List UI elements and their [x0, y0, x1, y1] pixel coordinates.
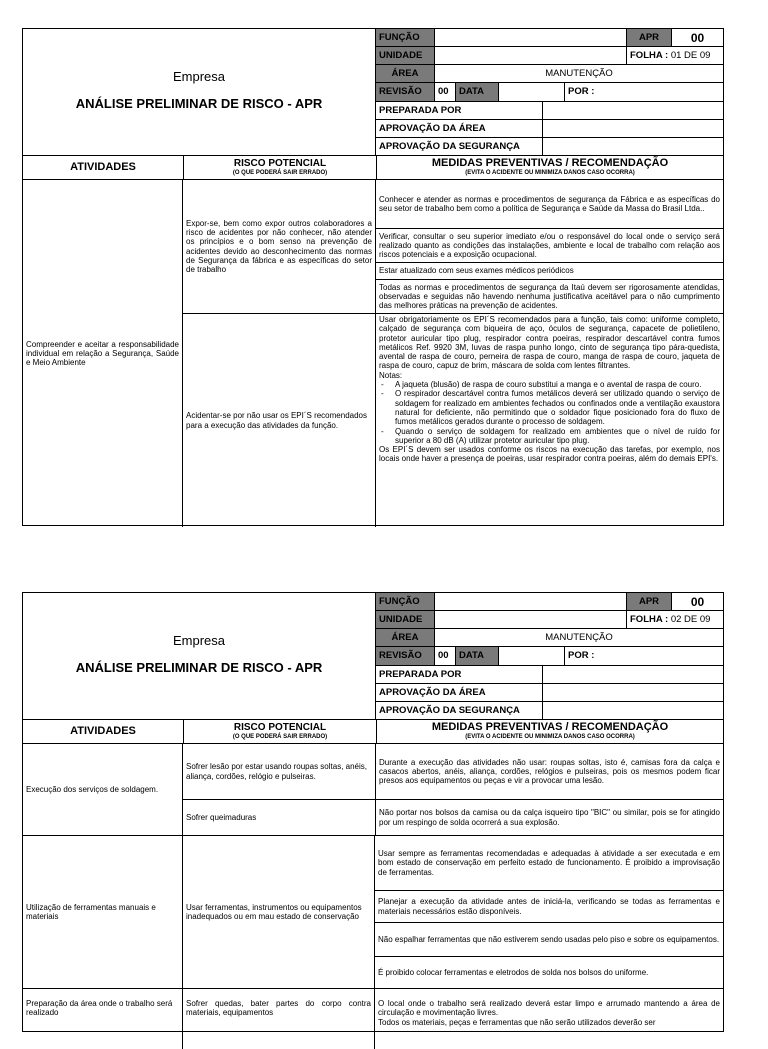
column-headers [23, 156, 723, 180]
unidade-value [435, 47, 627, 64]
aprovacao-area-value [543, 684, 723, 701]
apr-page-2 [22, 592, 724, 1032]
folha-label: FOLHA : [630, 614, 669, 626]
aprovacao-area-label: APROVAÇÃO DA ÁREA [376, 684, 543, 701]
medidas-subheader: (EVITA O ACIDENTE OU MINIMIZA DANOS CASO OCORRA) [465, 170, 635, 176]
document-title: ANÁLISE PRELIMINAR DE RISCO - APR [75, 96, 323, 111]
risco-header: RISCO POTENCIAL [233, 158, 327, 169]
folha-field [627, 47, 723, 64]
apr-number: 00 [690, 30, 705, 45]
preparada-value [543, 666, 723, 683]
medidas-subheader: (EVITA O ACIDENTE OU MINIMIZA DANOS CASO OCORRA) [465, 734, 635, 740]
activity-cell: Execução dos serviços de soldagem. [26, 784, 159, 794]
data-value [499, 647, 565, 664]
revisao-label: REVISÃO [376, 647, 435, 664]
header-block [23, 593, 723, 720]
por-label: POR : [568, 86, 595, 98]
header-fields [376, 593, 723, 719]
apr-label: APR [627, 29, 672, 46]
data-label: DATA [456, 83, 499, 100]
header-left [23, 29, 376, 155]
funcao-label: FUNÇÃO [376, 29, 435, 46]
activity-cell: Compreender e aceitar a responsabilidade individual em relação a Segurança, Saúde e Meio Ambiente [26, 339, 179, 368]
risco-subheader: (O QUE PODERÁ SAIR ERRADO) [232, 170, 328, 176]
measure-cell: Estar atualizado com seus exames médicos periódicos [379, 266, 574, 276]
measure-cell: Durante a execução das atividades não usar: roupas soltas, isto é, camisas fora da calça e casacos abertos, anéis, aliança, cordões, relógios e pulseiras, pois os mesmos podem ficar presos aos equipamentos ou peças e vir a provocar uma lesão. [379, 757, 720, 786]
folha-value: 01 DE 09 [670, 50, 711, 62]
apr-label: APR [627, 593, 672, 610]
apr-page-1 [22, 28, 724, 526]
measure-line: Todos os materiais, peças e ferramentas que não serão utilizados deverão ser [378, 1017, 656, 1027]
note-item: - A jaqueta (blusão) de raspa de couro substitui a manga e o avental de raspa de couro. [395, 380, 720, 389]
risk-cell: Expor-se, bem como expor outros colaboradores a risco de acidentes por não conhecer, não atender os princípios e o bom senso na prevenção de acidentes devido ao desconhecimento das normas de Segurança da fábrica e as específicas do setor de trabalho [186, 218, 372, 275]
measure-cell [378, 999, 720, 1027]
revisao-value: 00 [435, 647, 456, 664]
measure-cell: É proibido colocar ferramentas e eletrodos de solda nos bolsos do uniforme. [378, 967, 649, 977]
table-row [23, 989, 723, 1049]
note-item: - Quando o serviço de soldagem for realizado em ambientes que o nível de ruído for superior a 80 dB (A) utilizar protetor auricular tipo plug. [395, 427, 720, 446]
note-item: - O respirador descartável contra fumos metálicos deverá ser utilizado quando o serviço de soldagem for realizado em ambientes fechados ou confinados onde a ventilação exaustora natural for deficiente, não permitindo que o soldador fique posicionado fora do fluxo de fumos metálicos gerados durante o processo de soldagem. [395, 389, 720, 426]
preparada-label: PREPARADA POR [376, 102, 543, 119]
measure-cell: Não portar nos bolsos da camisa ou da calça isqueiro tipo "BIC" ou similar, pois se for atingido por um respingo de solda ocorrerá a sua explosão. [379, 808, 720, 827]
epi-measure-cell [379, 315, 720, 464]
unidade-label: UNIDADE [376, 47, 435, 64]
funcao-label: FUNÇÃO [376, 593, 435, 610]
area-value: MANUTENÇÃO [545, 632, 613, 644]
epi-usage-text: Os EPI´S devem ser usados conforme os riscos na execução das tarefas, por exemplo, nos locais onde haver a presença de poeiras, usar respirador contra poeiras, além do demais EPI's. [379, 445, 720, 464]
measure-line: O local onde o trabalho será realizado deverá estar limpo e arrumado mantendo a área de circulação e movimentação livres. [378, 999, 720, 1018]
risco-subheader: (O QUE PODERÁ SAIR ERRADO) [232, 734, 328, 740]
revisao-value: 00 [435, 83, 456, 100]
risk-cell: Sofrer quedas, bater partes do corpo contra materiais, equipamentos [186, 999, 371, 1018]
column-headers [23, 720, 723, 744]
atividades-header: ATIVIDADES [70, 725, 136, 737]
unidade-label: UNIDADE [376, 611, 435, 628]
unidade-value [435, 611, 627, 628]
area-label: ÁREA [376, 629, 435, 646]
folha-label: FOLHA : [630, 50, 669, 62]
preparada-value [543, 102, 723, 119]
funcao-value [435, 29, 627, 46]
risk-cell: Acidentar-se por não usar os EPI´S recomendados para a execução das atividades da função. [186, 411, 367, 430]
header-block [23, 29, 723, 156]
measure-cell: Conhecer e atender as normas e procedimentos de segurança da Fábrica e as específicas do seu setor de trabalho bem como a política de Segurança e Saúde da Massa do Brasil Ltda.. [379, 194, 720, 213]
folha-value: 02 DE 09 [670, 614, 711, 626]
aprovacao-area-value [543, 120, 723, 137]
aprovacao-seg-label: APROVAÇÃO DA SEGURANÇA [376, 138, 543, 155]
preparada-label: PREPARADA POR [376, 666, 543, 683]
activity-cell: Utilização de ferramentas manuais e materiais [26, 902, 156, 921]
atividades-header: ATIVIDADES [70, 161, 136, 173]
header-left [23, 593, 376, 719]
aprovacao-area-label: APROVAÇÃO DA ÁREA [376, 120, 543, 137]
data-label: DATA [456, 647, 499, 664]
aprovacao-seg-value [543, 138, 723, 155]
measure-cell: Verificar, consultar o seu superior imediato e/ou o responsável do local onde o serviço será realizado quanto as condições das instalações, ambiente e local de trabalho com relação aos riscos potenciais e a exposição ocupacional. [379, 231, 720, 260]
notes-list [379, 380, 720, 445]
risk-cell: Sofrer lesão por estar usando roupas soltas, anéis, aliança, cordões, relógio e pulseiras. [186, 762, 367, 781]
medidas-header: MEDIDAS PREVENTIVAS / RECOMENDAÇÃO [431, 157, 669, 169]
risk-cell: Sofrer queimaduras [186, 812, 257, 822]
measure-cell: Não espalhar ferramentas que não estiverem sendo usadas pelo piso e sobre os equipamentos. [378, 934, 720, 944]
measure-cell: Usar sempre as ferramentas recomendadas e adequadas à atividade a ser executada e em bom estado de conservação em perfeito estado de funcionamento. É proibido a improvisação de ferramentas. [378, 849, 720, 877]
epi-list-text: Usar obrigatoriamente os EPI´S recomendados para a função, tais como: uniforme completo, calçado de segurança com biqueira de aço, óculos de segurança, capacete de polietileno, protetor auricular tipo plug, respirador contra poeiras, respirador descartável contra fumos metálicos Ref. 9920 3M, luvas de raspa punho longo, cinto de segurança tipo pára-quedista, avental de raspa de couro, perneira de raspa de couro, manga de raspa de couro, jaqueta de raspa de couro, capuz de brim, máscara de solda com lentes filtrantes. [379, 315, 720, 371]
medidas-header: MEDIDAS PREVENTIVAS / RECOMENDAÇÃO [431, 721, 669, 733]
measure-cell: Todas as normas e procedimentos de segurança da Itaú devem ser rigorosamente atendidas, observadas e seguidas não havendo nenhuma justificativa aceitável para o não cumprimento das melhores práticas na prevenção de acidentes. [379, 282, 720, 311]
funcao-value [435, 593, 627, 610]
table-row [23, 836, 723, 989]
company-name: Empresa [172, 633, 226, 648]
data-value [499, 83, 565, 100]
notes-label: Notas: [379, 370, 403, 380]
table-body [23, 180, 723, 527]
aprovacao-seg-value [543, 702, 723, 719]
measure-cell: Planejar a execução da atividade antes de iniciá-la, verificando se todas as ferramentas e materiais necessários estão disponíveis. [378, 897, 720, 916]
document-title: ANÁLISE PRELIMINAR DE RISCO - APR [75, 660, 323, 675]
area-value: MANUTENÇÃO [545, 68, 613, 80]
risk-cell: Usar ferramentas, instrumentos ou equipamentos inadequados ou em mau estado de conservação [186, 902, 362, 921]
por-label: POR : [568, 650, 595, 662]
apr-number: 00 [690, 594, 705, 609]
revisao-label: REVISÃO [376, 83, 435, 100]
company-name: Empresa [172, 69, 226, 84]
folha-field [627, 611, 723, 628]
header-fields [376, 29, 723, 155]
activity-cell: Preparação da área onde o trabalho será realizado [26, 999, 173, 1018]
area-label: ÁREA [376, 65, 435, 82]
table-row [23, 744, 723, 836]
risco-header: RISCO POTENCIAL [233, 722, 327, 733]
aprovacao-seg-label: APROVAÇÃO DA SEGURANÇA [376, 702, 543, 719]
